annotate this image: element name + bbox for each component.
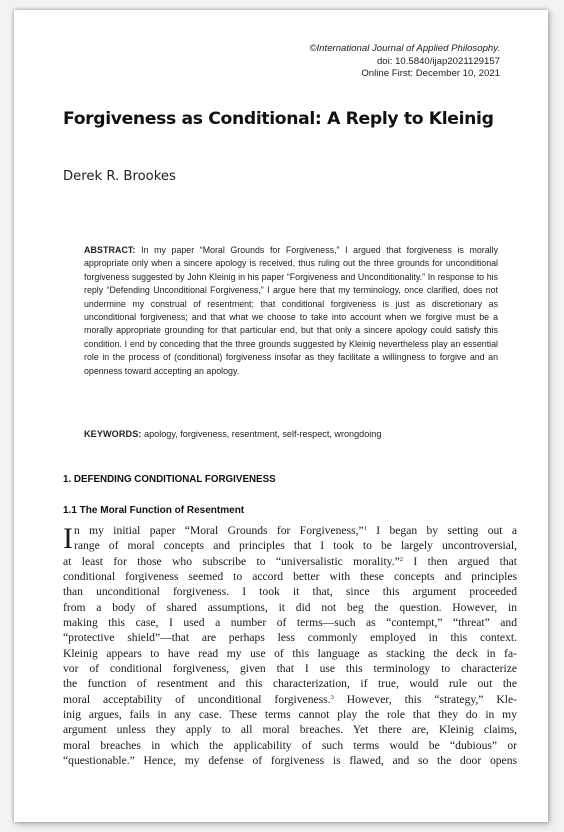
body-line: “protective shield”—that are perhaps less commonly employed in this context.: [63, 631, 517, 645]
body-line: than unconditional forgiveness. I took it that, since this argument proceeded: [63, 585, 517, 599]
article-title: Forgiveness as Conditional: A Reply to Kleinig: [63, 109, 494, 129]
body-text: [63, 523, 517, 769]
body-line: conditional forgiveness seemed to accord better with these concepts and principles: [63, 570, 517, 584]
body-line: from a body of shared assumptions, it did not beg the question. However, in: [63, 600, 517, 614]
body-line: at least for those who subscribe to “universalistic morality.”$^2$ I then argued that: [63, 554, 517, 568]
drop-cap: I: [63, 522, 73, 555]
body-line: Kleinig appears to have read my use of this language as stacking the deck in fa-: [63, 646, 517, 660]
body-line: moral breaches in which the applicability of such terms would be “dubious” or: [63, 738, 517, 752]
author-name: Derek R. Brookes: [63, 169, 176, 184]
section-heading: 1. DEFENDING CONDITIONAL FORGIVENESS: [63, 474, 276, 485]
footnote-ref[interactable]: 1: [363, 525, 367, 532]
keywords-text: apology, forgiveness, resentment, self-respect, wrongdoing: [144, 429, 382, 439]
body-line: moral acceptability of unconditional forgiveness.$^3$ However, this “strategy,” Kle-: [63, 692, 517, 706]
body-line: inig argues, fails in any case. These terms cannot play the role that they do in my: [63, 708, 517, 722]
keywords-label: KEYWORDS:: [84, 429, 142, 439]
footnote-ref[interactable]: 3: [330, 693, 334, 701]
body-line: the function of resentment and this characterization, if true, would rule out the: [63, 677, 517, 691]
doi: doi: 10.5840/ijap2021129157: [376, 55, 500, 67]
online-first-date: Online First: December 10, 2021: [361, 68, 500, 80]
abstract-label: ABSTRACT:: [84, 245, 136, 255]
publication-meta: [309, 43, 500, 81]
paper-page: [14, 10, 548, 822]
body-line: argument unless they apply to all moral breaches. Yet there are, Kleinig claims,: [63, 723, 517, 737]
abstract-text: In my paper “Moral Grounds for Forgiveness,” I argued that forgiveness is morally appropriate only when a sincere apology is received, thus ruling out the three grounds for unconditional forgiveness suggested by John Kleinig in his paper “Forgiveness and Unconditionality.” In response to his reply “Defending Unconditional Forgiveness,” I argue here that my terminology, once clarified, does not undermine my construal of resentment; that conditional forgiveness is just as discretionary as unconditional forgiveness; and that what we choose to take into account when we forgive must be a morally appropriate grounding for that particular end, but that only a sincere apology could satisfy this condition. I end by conceding that the three grounds suggested by Kleinig nevertheless play an essential role in the process of (conditional) forgiveness insofar as they facilitate a willingness to forgive and an openness toward accepting an apology.: [84, 245, 498, 376]
footnote-ref[interactable]: 2: [399, 555, 404, 563]
body-line: range of moral concepts and principles that I took to be largely uncontroversial,: [74, 539, 517, 553]
body-line: making this case, I used a number of terms—such as “contempt,” “threat” and: [63, 616, 517, 630]
body-line: vor of conditional forgiveness, given that I use this terminology to characterize: [63, 662, 517, 676]
abstract: [84, 244, 498, 378]
journal-name: ©International Journal of Applied Philosophy.: [309, 43, 500, 54]
body-line: n my initial paper “Moral Grounds for Forgiveness,”$^1$ I began by setting out a: [74, 524, 517, 537]
body-line: “questionable.” Hence, my defense of forgiveness is flawed, and so the door opens: [63, 754, 517, 768]
keywords: [84, 429, 498, 439]
subsection-heading: 1.1 The Moral Function of Resentment: [63, 505, 245, 516]
